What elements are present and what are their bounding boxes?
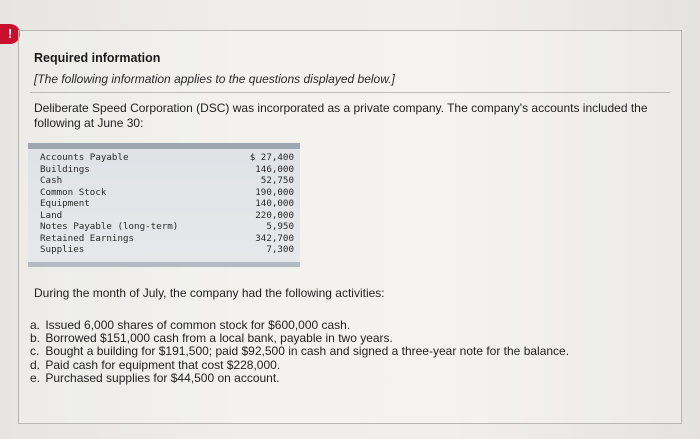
activities-intro: During the month of July, the company had the following activities: (34, 286, 385, 300)
accounts-table (28, 143, 300, 267)
account-name: Retained Earnings (40, 232, 135, 244)
table-row (40, 233, 294, 245)
table-row (40, 221, 294, 233)
account-amount: 190,000 (255, 186, 294, 198)
account-name: Notes Payable (long-term) (40, 221, 179, 232)
account-name: Buildings (40, 163, 90, 175)
item-text: Paid cash for equipment that cost $228,000. (45, 357, 281, 372)
item-letter: d. (30, 357, 41, 372)
item-letter: b. (30, 331, 41, 346)
account-name: Supplies (40, 244, 85, 255)
table-row (40, 198, 294, 210)
account-name: Land (40, 209, 63, 221)
account-amount: 146,000 (255, 163, 294, 175)
account-name: Equipment (40, 198, 90, 209)
account-amount: 52,750 (260, 175, 294, 186)
accounts-rows (40, 152, 294, 256)
instruction-note: [The following information applies to the questions displayed below.] (34, 72, 395, 86)
item-letter: e. (30, 370, 41, 385)
table-header-bar (28, 143, 300, 149)
item-letter: c. (30, 344, 40, 359)
account-name: Common Stock (40, 186, 107, 198)
item-text: Issued 6,000 shares of common stock for $600,000 cash. (45, 318, 351, 332)
table-row (40, 164, 294, 176)
company-description: Deliberate Speed Corporation (DSC) was incorporated as a private company. The company's accounts included the following at June 30: (34, 101, 648, 130)
item-text: Purchased supplies for $44,500 on account. (45, 370, 280, 385)
list-item (30, 372, 660, 385)
account-name: Cash (40, 175, 63, 186)
account-amount: 220,000 (255, 209, 294, 221)
table-row (40, 175, 294, 187)
account-amount: 342,700 (255, 232, 294, 244)
exclamation-icon: ! (0, 24, 20, 44)
divider (30, 92, 670, 93)
table-row (40, 210, 294, 222)
table-footer-bar (28, 262, 300, 267)
account-name: Accounts Payable (40, 152, 129, 163)
item-text: Bought a building for $191,500; paid $92,500 in cash and signed a three-year note for the balance. (45, 344, 570, 359)
account-amount: 140,000 (255, 198, 294, 209)
table-row (40, 187, 294, 199)
item-letter: a. (30, 318, 41, 332)
activities-list (30, 319, 660, 385)
account-amount: $ 27,400 (249, 152, 294, 163)
table-row (40, 244, 294, 256)
item-text: Borrowed $151,000 cash from a local bank, payable in two years. (45, 331, 393, 346)
table-row (40, 152, 294, 164)
required-information-heading: Required information (34, 51, 161, 65)
account-amount: 5,950 (266, 221, 294, 232)
account-amount: 7,300 (266, 244, 294, 255)
